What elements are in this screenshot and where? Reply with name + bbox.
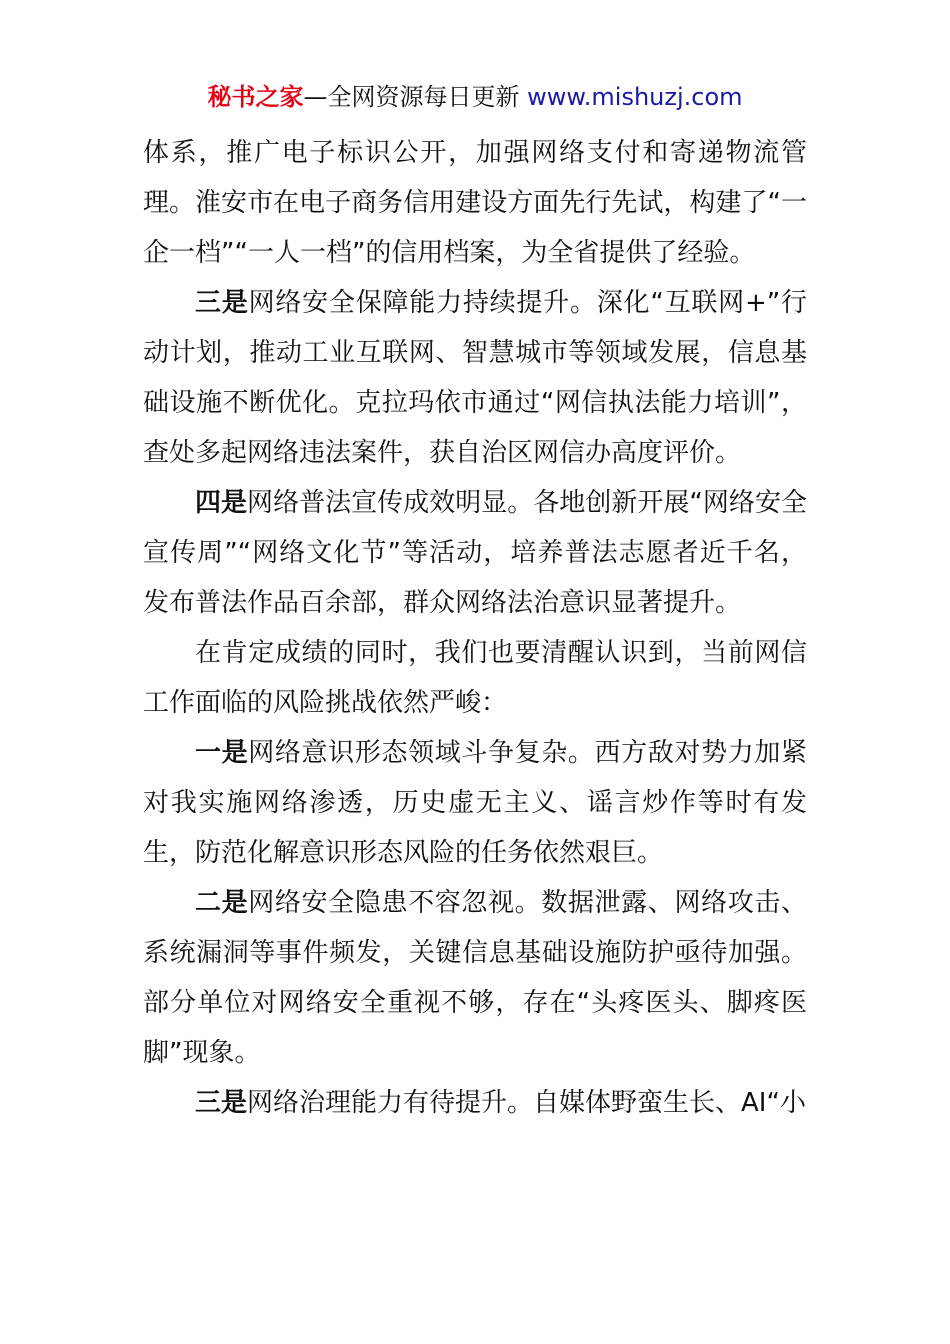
paragraph (143, 878, 807, 1078)
paragraph-text: 网络意识形态领域斗争复杂。西方敌对势力加紧对我实施网络渗透，历史虚无主义、谣言炒作等时有发生，防范化解意识形态风险的任务依然艰巨。 (143, 738, 807, 868)
paragraph-text: 网络普法宣传成效明显。各地创新开展“网络安全宣传周”“网络文化节”等活动，培养普法志愿者近千名，发布普法作品百余部，群众网络法治意识显著提升。 (143, 488, 807, 618)
document-body (143, 128, 807, 1128)
paragraph (143, 478, 807, 628)
paragraph (143, 1078, 807, 1128)
site-tagline: —全网资源每日更新 (303, 83, 528, 111)
paragraph-text: 网络安全隐患不容忽视。数据泄露、网络攻击、系统漏洞等事件频发，关键信息基础设施防护亟待加强。部分单位对网络安全重视不够，存在“头疼医头、脚疼医脚”现象。 (143, 888, 807, 1068)
site-brand: 秘书之家 (207, 83, 304, 111)
paragraph (143, 728, 807, 878)
paragraph (143, 278, 807, 478)
site-header (0, 80, 950, 114)
paragraph-lead: 二是 (195, 888, 249, 918)
paragraph-lead: 三是 (195, 1088, 248, 1118)
paragraph-text: 体系，推广电子标识公开，加强网络支付和寄递物流管理。淮安市在电子商务信用建设方面先行先试，构建了“一企一档”“一人一档”的信用档案，为全省提供了经验。 (143, 138, 807, 268)
paragraph-lead: 三是 (195, 288, 249, 318)
paragraph-text: 在肯定成绩的同时，我们也要清醒认识到，当前网信工作面临的风险挑战依然严峻： (143, 638, 807, 718)
paragraph-lead: 四是 (195, 488, 248, 518)
paragraph-continuation (143, 128, 807, 278)
paragraph (143, 628, 807, 728)
paragraph-lead: 一是 (195, 738, 249, 768)
site-url: www.mishuzj.com (527, 83, 743, 111)
paragraph-text: 网络治理能力有待提升。自媒体野蛮生长、AI“小 (247, 1088, 806, 1118)
paragraph-text: 网络安全保障能力持续提升。深化“互联网+”行动计划，推动工业互联网、智慧城市等领域发展，信息基础设施不断优化。克拉玛依市通过“网信执法能力培训”，查处多起网络违法案件，获自治区网信办高度评价。 (143, 288, 807, 468)
